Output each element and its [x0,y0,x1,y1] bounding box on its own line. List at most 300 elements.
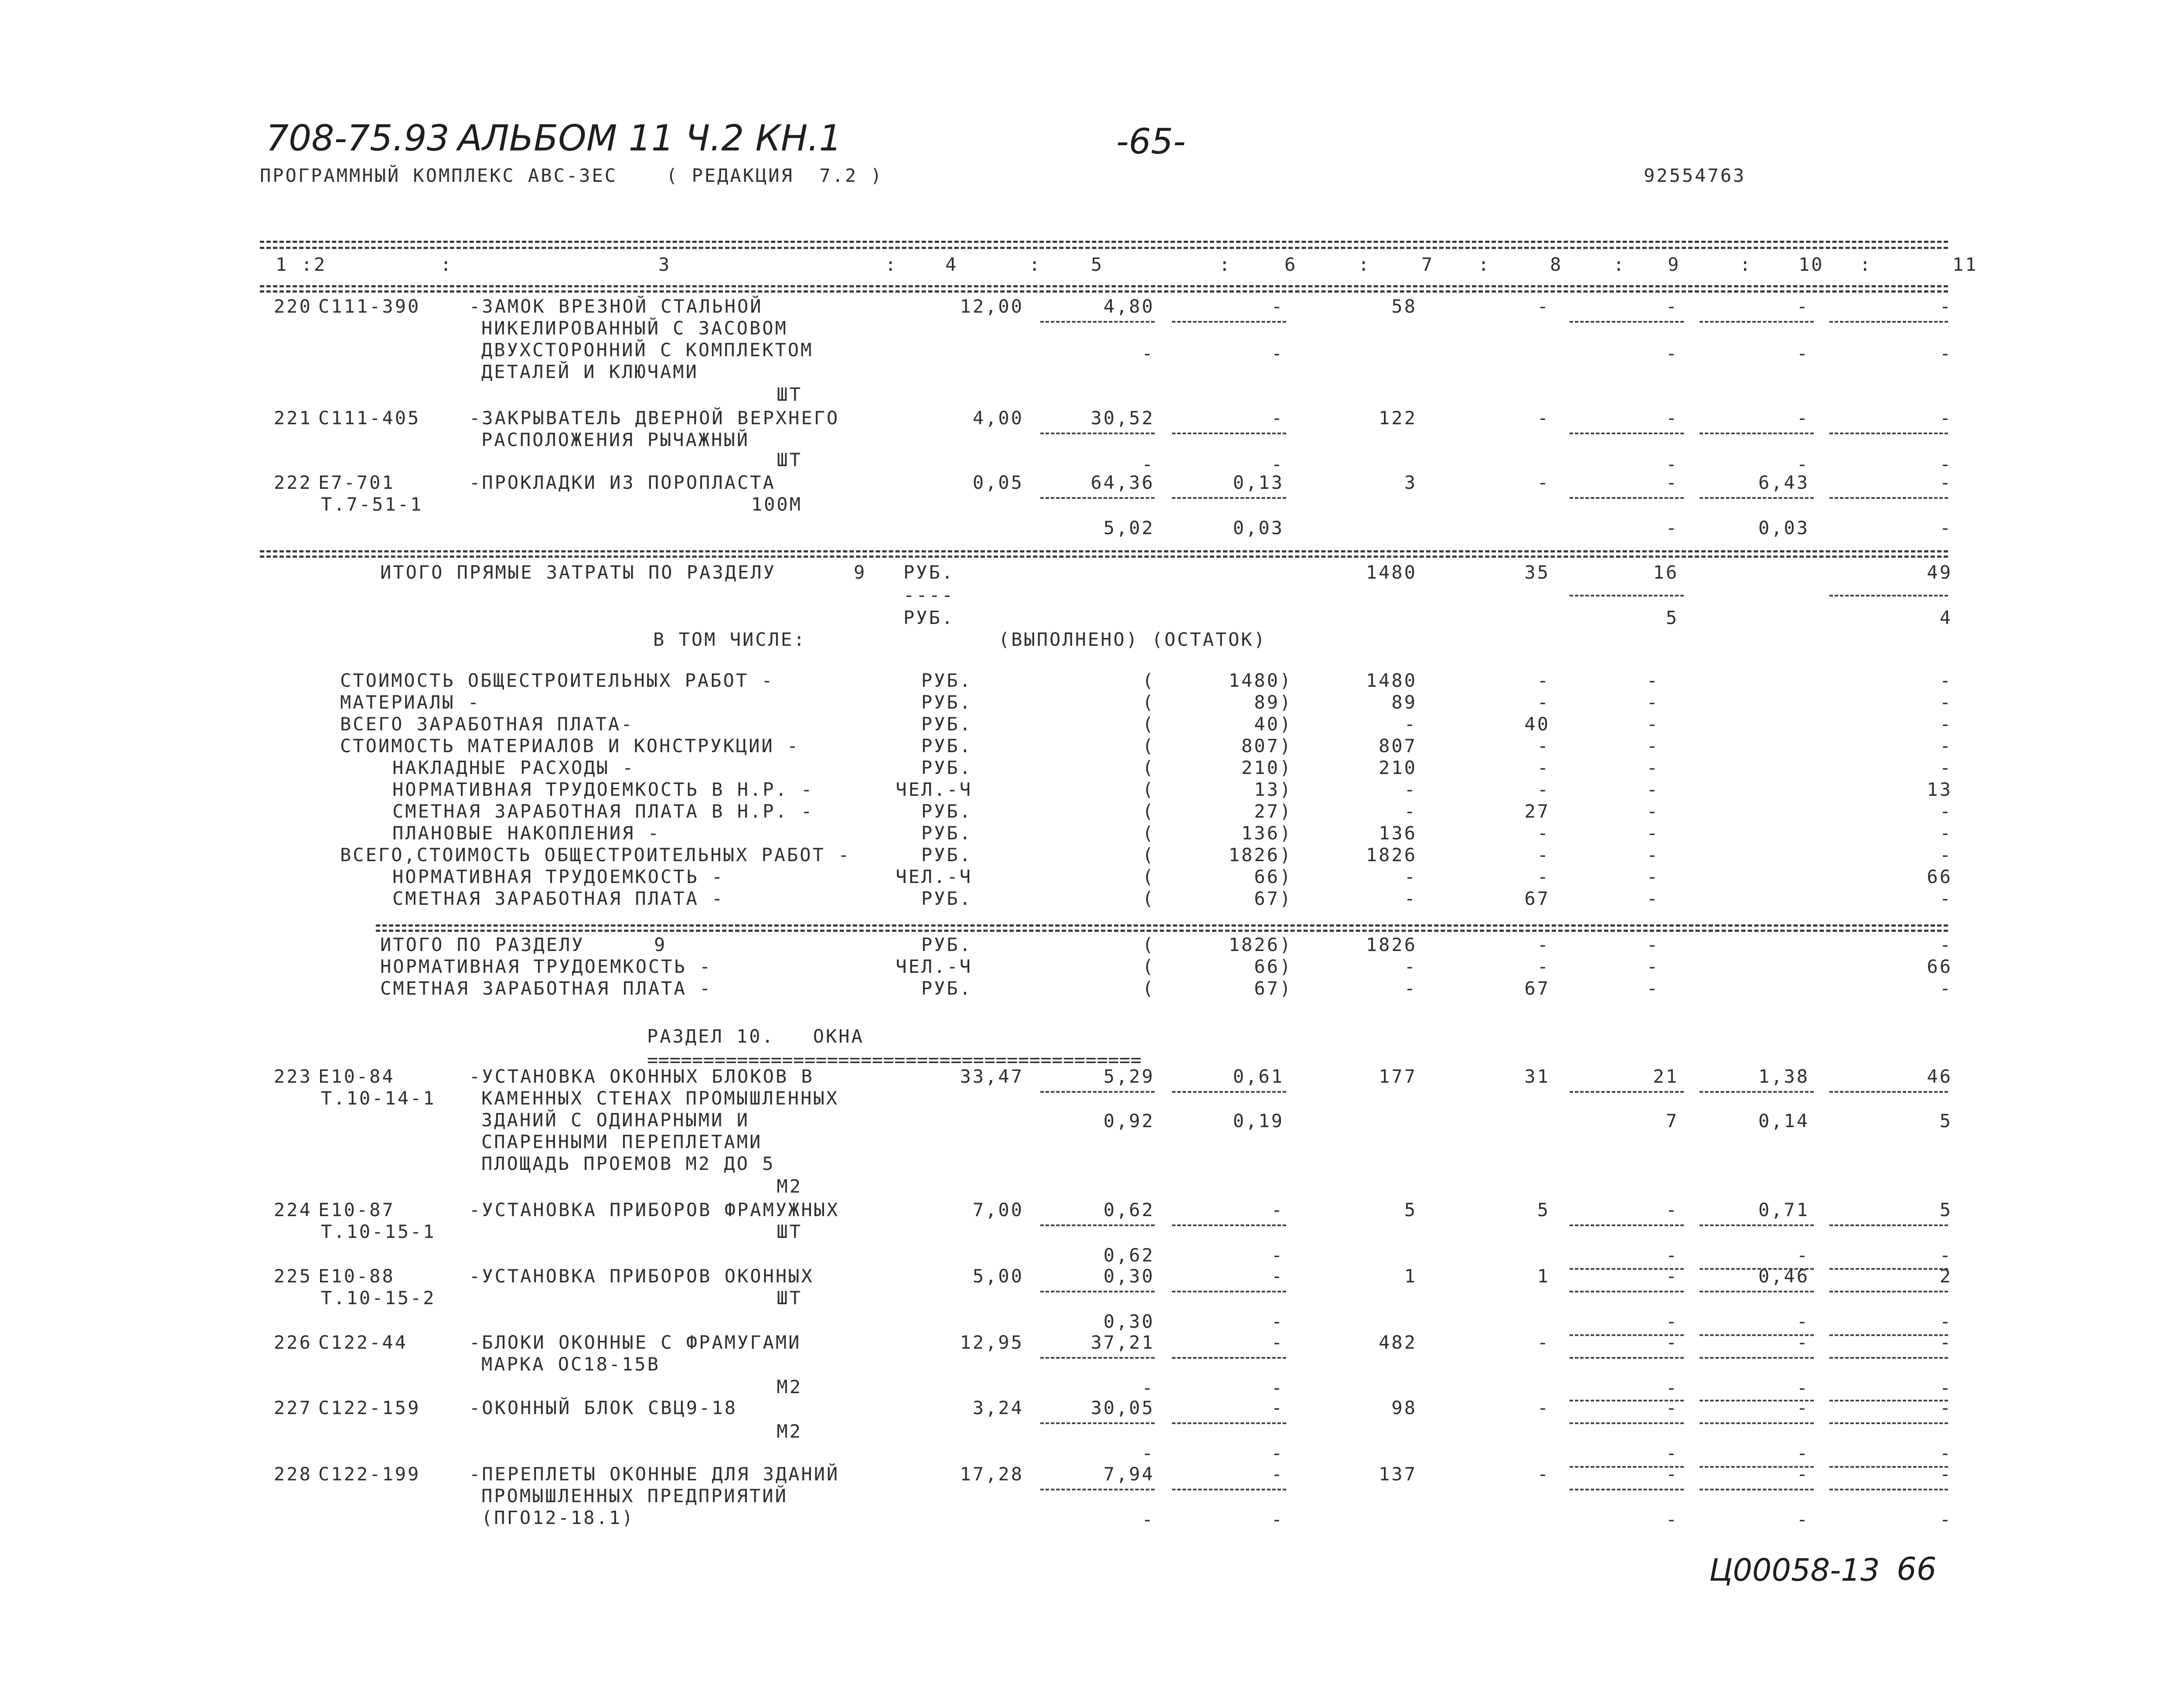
breakdown-done-close: ) [1280,692,1293,713]
breakdown-c11: - [1939,844,1952,866]
breakdown-c8: 27 [1524,801,1550,822]
cell-c5: 5,29 [1103,1066,1155,1087]
cell-c11-secondary: - [1939,1442,1952,1464]
item-number: 223 [274,1066,312,1087]
cell-c10-secondary: - [1796,1377,1809,1398]
cell-c5-divider [1040,1357,1155,1359]
item-number: 221 [274,407,312,429]
breakdown-c7: - [1404,978,1417,999]
cell-c11-secondary: 5 [1939,1110,1952,1132]
cell-c11: - [1939,407,1952,429]
column-header-10: : [1358,254,1371,275]
column-header-rule-2 [260,290,1948,293]
totals-section: 9 [854,562,867,583]
cell-c6-secondary: 0,19 [1233,1110,1284,1132]
breakdown-c11: - [1939,822,1952,844]
breakdown-c9: - [1646,757,1659,778]
cell-c6: - [1271,407,1284,429]
cell-c9-divider [1570,1489,1684,1490]
breakdown-section: 9 [654,934,667,955]
breakdown-c9: - [1646,978,1659,999]
cell-c9-divider [1570,1224,1684,1226]
breakdown-c7: - [1404,713,1417,735]
cell-c11-secondary: - [1939,343,1952,364]
breakdown-c8: - [1537,670,1550,691]
item-number: 228 [274,1463,312,1485]
row-divider-c10 [1700,1400,1814,1401]
breakdown-c7: - [1404,801,1417,822]
item-description-line: НИКЕЛИРОВАННЫЙ С ЗАСОВОМ [481,317,788,339]
cell-c9-divider [1570,1422,1684,1424]
breakdown-c11: - [1939,888,1952,909]
column-header-12: : [1478,254,1491,275]
breakdown-label: СТОИМОСТЬ ОБЩЕСТРОИТЕЛЬНЫХ РАБОТ - [340,670,774,691]
cell-c11-secondary: - [1939,1509,1952,1530]
cell-c4: 12,95 [960,1332,1024,1353]
cell-c6-secondary: - [1271,1442,1284,1464]
breakdown-c8: - [1537,844,1550,866]
totals-unit: РУБ. [903,562,955,583]
cell-c10-secondary: - [1796,343,1809,364]
breakdown-label: НОРМАТИВНАЯ ТРУДОЕМКОСТЬ В Н.Р. - [392,779,814,800]
cell-c5: 64,36 [1090,472,1155,493]
breakdown-done-close: ) [1280,735,1293,757]
breakdown-c11: - [1939,670,1952,691]
cell-c10: - [1796,1332,1809,1353]
cell-c5: 30,52 [1090,407,1155,429]
breakdown-done-close: ) [1280,713,1293,735]
breakdown-done: 13 [1254,779,1280,800]
program-edition: ( РЕДАКЦИЯ 7.2 ) [666,165,883,186]
breakdown-label: СМЕТНАЯ ЗАРАБОТНАЯ ПЛАТА - [380,978,712,999]
item-description-line: -ПРОКЛАДКИ ИЗ ПОРОПЛАСТА [469,472,776,493]
breakdown-label: СТОИМОСТЬ МАТЕРИАЛОВ И КОНСТРУКЦИИ - [340,735,800,757]
item-description-line: (ПГО12-18.1) [481,1507,635,1528]
cell-c6-secondary: 0,03 [1233,517,1284,539]
breakdown-unit: РУБ. [921,888,972,909]
cell-c6-secondary: - [1271,1311,1284,1332]
breakdown-done: 27 [1254,801,1280,822]
totals-c8: 35 [1524,562,1550,583]
breakdown-unit: РУБ. [921,844,972,866]
breakdown-unit: РУБ. [921,822,972,844]
breakdown-c7: - [1404,779,1417,800]
breakdown-done-close: ) [1280,978,1293,999]
breakdown-done-open: ( [1142,844,1155,866]
cell-c6-secondary: - [1271,453,1284,475]
breakdown-label: ВСЕГО,СТОИМОСТЬ ОБЩЕСТРОИТЕЛЬНЫХ РАБОТ - [340,844,851,866]
item-description-line: МАРКА ОС18-15В [481,1353,661,1375]
row-divider-c10 [1700,1268,1814,1270]
breakdown-c11: 13 [1927,779,1952,800]
item-code: С122-159 [318,1397,421,1418]
item-unit: ШТ [777,1287,802,1309]
cell-c7: 122 [1379,407,1417,429]
breakdown-c8: - [1537,692,1550,713]
totals-dashes: ---- [903,584,955,606]
breakdown-c11: - [1939,735,1952,757]
breakdown-c9: - [1646,888,1659,909]
item-description-line: -УСТАНОВКА ОКОННЫХ БЛОКОВ В [469,1066,814,1087]
cell-c8: - [1537,1332,1550,1353]
column-header-18: : [1860,254,1873,275]
breakdown-done: 67 [1254,888,1280,909]
column-header-rule [260,285,1948,287]
cell-c9: - [1666,1463,1679,1485]
breakdown-unit: РУБ. [921,801,972,822]
item-code: Е10-87 [318,1199,395,1220]
item-unit: М2 [777,1176,802,1197]
item-number: 220 [274,296,312,317]
cell-c10-divider [1700,321,1814,323]
breakdown-c8: - [1537,866,1550,887]
cell-c9-divider [1570,321,1684,323]
cell-c6-secondary: - [1271,1244,1284,1266]
cell-c5-divider [1040,1489,1155,1490]
cell-c4: 0,05 [972,472,1024,493]
cell-c6-divider-2 [1172,497,1286,499]
breakdown-done-open: ( [1142,866,1155,887]
item-number: 224 [274,1199,312,1220]
breakdown-label: СМЕТНАЯ ЗАРАБОТНАЯ ПЛАТА В Н.Р. - [392,801,814,822]
cell-c7: 5 [1404,1199,1417,1220]
column-header-8: : [1219,254,1232,275]
item-code: Е7-701 [318,472,395,493]
cell-c10-divider-2 [1700,497,1814,499]
item-description-line: ПЛОЩАДЬ ПРОЕМОВ М2 ДО 5 [481,1153,775,1174]
cell-c9: - [1666,1199,1679,1220]
breakdown-done-close: ) [1280,866,1293,887]
row-divider-c10 [1700,1466,1814,1468]
cell-c11: 46 [1927,1066,1952,1087]
breakdown-done: 40 [1254,713,1280,735]
item-code-secondary: Т.10-15-2 [321,1287,436,1309]
cell-c5: 37,21 [1090,1332,1155,1353]
item-unit: М2 [777,1421,802,1442]
breakdown-c11: - [1939,934,1952,955]
breakdown-unit: РУБ. [921,692,972,713]
breakdown-done-close: ) [1280,757,1293,778]
item-description-line: ЗДАНИЙ С ОДИНАРНЫМИ И [481,1109,750,1131]
cell-c5-divider [1040,1091,1155,1093]
cell-c5: 0,62 [1103,1199,1155,1220]
cell-c7: 482 [1379,1332,1417,1353]
item-description-line: -БЛОКИ ОКОННЫЕ С ФРАМУГАМИ [469,1332,801,1353]
item-number: 225 [274,1265,312,1287]
cell-c11-divider [1829,1291,1948,1292]
cell-c11: - [1939,472,1952,493]
cell-c4: 5,00 [972,1265,1024,1287]
cell-c7: 1 [1404,1265,1417,1287]
cell-c6-divider [1172,1422,1286,1424]
column-header-16: : [1740,254,1753,275]
cell-c10-divider [1700,1224,1814,1226]
breakdown-done-open: ( [1142,801,1155,822]
breakdown-c11: - [1939,713,1952,735]
breakdown-end-rule [376,924,1948,927]
cell-c4: 17,28 [960,1463,1024,1485]
breakdown-c8: - [1537,956,1550,977]
cell-c5: 4,80 [1103,296,1155,317]
cell-c10-divider [1700,433,1814,434]
items-end-rule [260,550,1948,552]
breakdown-done-open: ( [1142,822,1155,844]
breakdown-done: 89 [1254,692,1280,713]
breakdown-unit: РУБ. [921,934,972,955]
cell-c6-divider [1172,1224,1286,1226]
cell-c5-secondary: 5,02 [1103,517,1155,539]
breakdown-done-open: ( [1142,978,1155,999]
totals-c9: 16 [1653,562,1679,583]
column-header-15: 9 [1668,254,1681,275]
cell-c10-divider [1700,1291,1814,1292]
cell-c9-divider [1570,1291,1684,1292]
breakdown-c7: 1826 [1366,844,1417,866]
cell-c6: - [1271,1332,1284,1353]
item-code: С122-44 [318,1332,408,1353]
cell-c11: 5 [1939,1199,1952,1220]
cell-c8: 5 [1537,1199,1550,1220]
breakdown-c9: - [1646,692,1659,713]
cell-c10-secondary: - [1796,1509,1809,1530]
cell-c9-secondary: - [1666,1311,1679,1332]
cell-c9-secondary: - [1666,343,1679,364]
cell-c10-divider [1700,1422,1814,1424]
breakdown-done: 66 [1254,956,1280,977]
cell-c6-divider [1172,1489,1286,1490]
column-header-6: : [1029,254,1042,275]
breakdown-c9: - [1646,735,1659,757]
cell-c5-secondary: - [1141,1442,1155,1464]
cell-c11: - [1939,296,1952,317]
cell-c8: - [1537,407,1550,429]
cell-c10: - [1796,407,1809,429]
item-unit: М2 [777,1376,802,1398]
cell-c6: - [1271,1265,1284,1287]
breakdown-done-close: ) [1280,844,1293,866]
cell-c8: - [1537,1463,1550,1485]
cell-c6-secondary: - [1271,1377,1284,1398]
breakdown-done-open: ( [1142,934,1155,955]
item-number: 227 [274,1397,312,1418]
breakdown-c7: 136 [1379,822,1417,844]
breakdown-c7: 89 [1391,692,1417,713]
item-unit: ШТ [777,449,802,470]
breakdown-done-close: ) [1280,956,1293,977]
column-header-17: 10 [1798,254,1824,275]
breakdown-c7: - [1404,866,1417,887]
cell-c5-secondary: - [1141,343,1155,364]
column-header-2: : [440,254,453,275]
totals-label: ИТОГО ПРЯМЫЕ ЗАТРАТЫ ПО РАЗДЕЛУ [380,562,776,583]
cell-c6-divider [1172,433,1286,434]
cell-c10: 6,43 [1758,472,1809,493]
cell-c11-divider-2 [1829,497,1948,499]
breakdown-c11: - [1939,978,1952,999]
cell-c5: 0,30 [1103,1265,1155,1287]
breakdown-c11: - [1939,757,1952,778]
item-description-line: РАСПОЛОЖЕНИЯ РЫЧАЖНЫЙ [481,429,750,450]
item-code-secondary: Т.10-14-1 [321,1088,436,1109]
breakdown-unit: ЧЕЛ.-Ч [896,779,972,800]
item-code: Е10-88 [318,1265,395,1287]
breakdown-label: ВСЕГО ЗАРАБОТНАЯ ПЛАТА- [340,713,634,735]
breakdown-unit: РУБ. [921,978,972,999]
cell-c5-secondary: - [1141,1509,1155,1530]
breakdown-done: 136 [1241,822,1280,844]
totals-c11: 49 [1927,562,1952,583]
breakdown-c8: - [1537,822,1550,844]
cell-c5: 30,05 [1090,1397,1155,1418]
cell-c10: 1,38 [1758,1066,1809,1087]
item-description-line: -ЗАКРЫВАТЕЛЬ ДВЕРНОЙ ВЕРХНЕГО [469,407,840,429]
breakdown-c9: - [1646,801,1659,822]
breakdown-unit: ЧЕЛ.-Ч [896,956,972,977]
cell-c9-secondary: - [1666,453,1679,475]
breakdown-label: НОРМАТИВНАЯ ТРУДОЕМКОСТЬ - [380,956,712,977]
breakdown-c11: - [1939,692,1952,713]
cell-c11-secondary: - [1939,1377,1952,1398]
cell-c5-divider-2 [1040,497,1155,499]
cell-c11: 2 [1939,1265,1952,1287]
cell-c10: 0,71 [1758,1199,1809,1220]
column-header-19: 11 [1952,254,1978,275]
breakdown-c7: - [1404,956,1417,977]
cell-c11-divider [1829,321,1948,323]
breakdown-done-close: ) [1280,888,1293,909]
cell-c10: - [1796,1463,1809,1485]
breakdown-c9: - [1646,822,1659,844]
breakdown-done: 66 [1254,866,1280,887]
cell-c5-secondary: 0,92 [1103,1110,1155,1132]
item-description-line: -УСТАНОВКА ПРИБОРОВ ФРАМУЖНЫХ [469,1199,840,1220]
cell-c5-divider [1040,321,1155,323]
cell-c5-secondary: 0,30 [1103,1311,1155,1332]
cell-c8: - [1537,472,1550,493]
cell-c5-divider [1040,433,1155,434]
breakdown-done: 67 [1254,978,1280,999]
album-title: АЛЬБОМ 11 Ч.2 КН.1 [458,118,842,159]
item-unit: ШТ [777,1221,802,1242]
cell-c9-divider [1570,1357,1684,1359]
column-header-1: 2 [314,254,327,275]
cell-c6: 0,61 [1233,1066,1284,1087]
cell-c5-divider [1040,1224,1155,1226]
item-description-line: ПРОМЫШЛЕННЫХ ПРЕДПРИЯТИЙ [481,1485,788,1507]
item-description-line: -ЗАМОК ВРЕЗНОЙ СТАЛЬНОЙ [469,296,763,317]
breakdown-c11: 66 [1927,956,1952,977]
cell-c9-divider [1570,1091,1684,1093]
item-description-line: ДВУХСТОРОННИЙ С КОМПЛЕКТОМ [481,339,814,361]
item-code-secondary: Т.7-51-1 [321,494,423,515]
row-divider-c9 [1570,1466,1684,1468]
cell-c9-secondary: - [1666,1442,1679,1464]
breakdown-done-close: ) [1280,801,1293,822]
breakdown-unit: ЧЕЛ.-Ч [896,866,972,887]
cell-c6-divider [1172,1091,1286,1093]
breakdown-c9: - [1646,934,1659,955]
cell-c5-secondary: - [1141,453,1155,475]
column-header-0: 1 : [276,254,314,275]
cell-c9-secondary: - [1666,1377,1679,1398]
cell-c10-secondary: - [1796,1244,1809,1266]
breakdown-c8: - [1537,934,1550,955]
footer-stamp: Ц00058-13 [1709,1552,1880,1588]
cell-c10: - [1796,1397,1809,1418]
item-code: С111-405 [318,407,421,429]
cell-c9: - [1666,1265,1679,1287]
cell-c5-secondary: - [1141,1377,1155,1398]
totals-c9-secondary: 5 [1666,607,1679,628]
item-description-line: -ПЕРЕПЛЕТЫ ОКОННЫЕ ДЛЯ ЗДАНИЙ [469,1463,840,1485]
cell-c11: - [1939,1397,1952,1418]
cell-c8: 31 [1524,1066,1550,1087]
item-description-line: КАМЕННЫХ СТЕНАХ ПРОМЫШЛЕННЫХ [481,1088,839,1109]
cell-c7: 98 [1391,1397,1417,1418]
breakdown-c11: 66 [1927,866,1952,887]
cell-c9: - [1666,472,1679,493]
cell-c6: 0,13 [1233,472,1284,493]
cell-c7: 137 [1379,1463,1417,1485]
item-description-line: СПАРЕННЫМИ ПЕРЕПЛЕТАМИ [481,1131,763,1152]
row-divider-c11 [1829,1466,1948,1468]
row-divider-c9 [1570,1334,1684,1336]
cell-c8: - [1537,296,1550,317]
breakdown-done: 1826 [1228,844,1280,866]
breakdown-label: НАКЛАДНЫЕ РАСХОДЫ - [392,757,635,778]
cell-c10-divider [1700,1357,1814,1359]
cell-c11-divider [1829,1489,1948,1490]
table-top-rule-2 [260,247,1948,249]
breakdown-unit: РУБ. [921,757,972,778]
totals-c9-divider [1570,595,1684,597]
breakdown-unit: РУБ. [921,713,972,735]
doc-code: 708-75.93 [266,118,450,159]
breakdown-done-open: ( [1142,713,1155,735]
row-divider-c11 [1829,1268,1948,1270]
breakdown-c9: - [1646,779,1659,800]
cell-c9: 21 [1653,1066,1679,1087]
cell-c11-divider [1829,1091,1948,1093]
section-rule: ============================================ [647,1049,1142,1070]
cell-c10-secondary: - [1796,1442,1809,1464]
column-header-4: : [885,254,898,275]
item-unit: 100М [751,494,802,515]
cell-c9-secondary: - [1666,1509,1679,1530]
item-code-secondary: Т.10-15-1 [321,1221,436,1242]
breakdown-done-close: ) [1280,934,1293,955]
cell-c6: - [1271,1397,1284,1418]
breakdown-done-open: ( [1142,692,1155,713]
breakdown-c9: - [1646,956,1659,977]
breakdown-c9: - [1646,844,1659,866]
section-title: РАЗДЕЛ 10. ОКНА [647,1026,864,1047]
breakdown-c9: - [1646,713,1659,735]
cell-c10-divider [1700,1091,1814,1093]
cell-c11-divider [1829,433,1948,434]
cell-c4: 12,00 [960,296,1024,317]
row-divider-c11 [1829,1400,1948,1401]
done-rest-label: (ВЫПОЛНЕНО) (ОСТАТОК) [998,629,1267,650]
breakdown-done: 210 [1241,757,1280,778]
column-header-9: 6 [1284,254,1298,275]
cell-c6-secondary: - [1271,343,1284,364]
cell-c7: 58 [1391,296,1417,317]
breakdown-done-open: ( [1142,735,1155,757]
column-header-14: : [1613,254,1626,275]
row-divider-c11 [1829,1334,1948,1336]
breakdown-c11: - [1939,801,1952,822]
